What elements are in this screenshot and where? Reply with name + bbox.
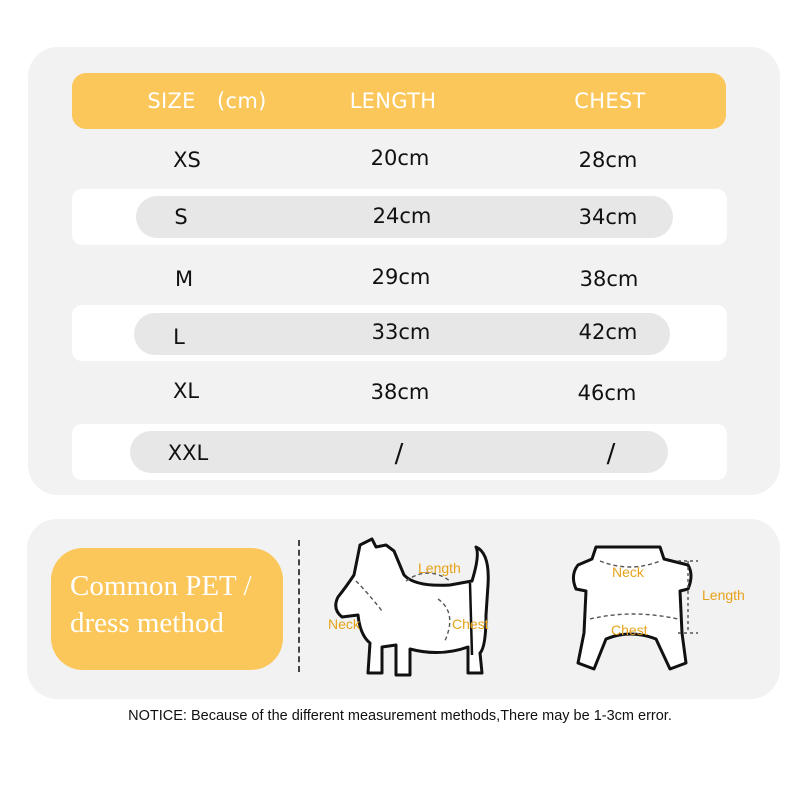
notice-text: NOTICE: Because of the different measurement methods,There may be 1-3cm error.: [128, 708, 672, 724]
size-cell-m: M: [174, 267, 194, 291]
method-title-line1: Common PET /: [70, 570, 252, 602]
length-cell-s: 24cm: [372, 204, 432, 228]
dashed-divider: [298, 540, 300, 672]
length-cell-l: 33cm: [371, 320, 431, 344]
shirt-label-neck: Neck: [612, 564, 644, 580]
chest-cell-xs: 28cm: [578, 148, 638, 172]
size-cell-l: L: [173, 325, 185, 349]
method-title-line2: dress method: [70, 607, 224, 639]
chest-cell-xxl: /: [606, 439, 616, 469]
chest-cell-xl: 46cm: [577, 381, 637, 405]
header-size: SIZE (cm): [147, 89, 267, 113]
length-cell-m: 29cm: [371, 265, 431, 289]
dog-label-length: Length: [418, 560, 461, 576]
size-cell-s: S: [174, 205, 188, 229]
length-cell-xxl: /: [394, 439, 404, 469]
shirt-label-chest: Chest: [611, 622, 648, 638]
size-cell-xs: XS: [173, 148, 201, 172]
shirt-label-length: Length: [702, 587, 745, 603]
length-cell-xs: 20cm: [370, 146, 430, 170]
header-chest: CHEST: [574, 89, 646, 113]
chest-cell-m: 38cm: [579, 267, 639, 291]
chest-cell-s: 34cm: [578, 205, 638, 229]
chest-cell-l: 42cm: [578, 320, 638, 344]
length-cell-xl: 38cm: [370, 380, 430, 404]
header-length: LENGTH: [349, 89, 437, 113]
shirt-measurement-illustration: [560, 537, 760, 677]
dog-measurement-illustration: [320, 535, 510, 685]
size-cell-xxl: XXL: [167, 441, 209, 465]
dog-label-neck: Neck: [328, 616, 360, 632]
method-title: [70, 568, 280, 642]
size-cell-xl: XL: [172, 379, 200, 403]
dog-label-chest: Chest: [452, 616, 489, 632]
dog-outline: [336, 539, 489, 675]
